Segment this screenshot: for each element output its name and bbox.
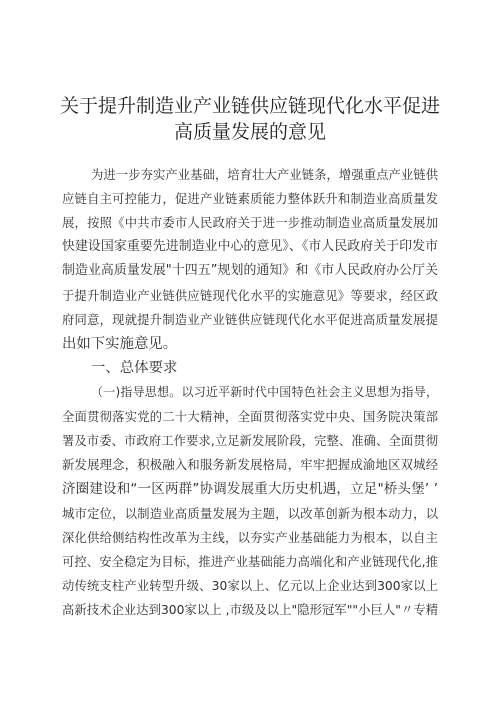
subsection-line-2: 全面贯彻落实党的二十大精神，全面贯彻落实党中央、国务院决策部 bbox=[62, 410, 438, 424]
document-title-line-2: 高质量发展的意见 bbox=[173, 121, 326, 143]
intro-line-7: 府同意，现就提升制造业产业链供应链现代化水平促进高质量发展提 bbox=[62, 313, 438, 327]
intro-line-2: 应链自主可控能力，促进产业链素质能力整体跃升和制造业高质量发 bbox=[62, 192, 438, 206]
intro-line-6: 于提升制造业产业链供应链现代化水平的实施意见》等要求，经区政 bbox=[62, 289, 438, 303]
document-title-line-1: 关于提升制造业产业链供应链现代化水平促进 bbox=[59, 95, 440, 117]
intro-line-5: 制造业高质量发展"十四五”规划的通知》和《市人民政府办公厅关 bbox=[62, 263, 438, 278]
subsection-line-8: 可控、安全稳定为目标，推进产业基础能力高端化和产业链现代化,推 bbox=[62, 555, 438, 569]
section-heading: 一、总体要求 bbox=[91, 360, 178, 376]
subsection-line-9: 动传统支柱产业转型升级、30家以上、亿元以上企业达到300家以上 bbox=[62, 579, 438, 593]
subsection-line-6: 城市定位，以制造业高质量发展为主题，以改革创新为根本动力，以 bbox=[62, 507, 438, 521]
intro-line-3: 展，按照《中共市委市人民政府关于进一步推动制造业高质量发展加 bbox=[62, 216, 438, 230]
intro-line-8: 出如下实施意见。 bbox=[62, 336, 178, 352]
subsection-line-1: （一)指导思想。以习近平新时代中国特色社会主义思想为指导， bbox=[91, 385, 438, 399]
subsection-line-5: 济圈建设和“一区两群”协调发展重大历史机遇，立足"桥头堡’ ’ bbox=[62, 481, 438, 497]
subsection-line-7: 深化供给侧结构性改革为主线，以夯实产业基础能力为根本，以自主 bbox=[62, 531, 438, 545]
intro-line-4: 快建设国家重要先进制造业中心的意见》、《市人民政府关于印发市 bbox=[62, 239, 438, 254]
subsection-line-3: 署及市委、市政府工作要求,立足新发展阶段，完整、准确、全面贯彻 bbox=[62, 434, 438, 448]
subsection-line-4: 新发展理念，积极融入和服务新发展格局，牢牢把握成渝地区双城经 bbox=[62, 458, 438, 472]
intro-line-1: 为进一步夯实产业基础，培育壮大产业链条，增强重点产业链供 bbox=[91, 168, 438, 182]
subsection-line-10: 高新技术企业达到300家以上 ,市级及以上"隐形冠军""小巨人"〃专精 bbox=[62, 603, 438, 617]
